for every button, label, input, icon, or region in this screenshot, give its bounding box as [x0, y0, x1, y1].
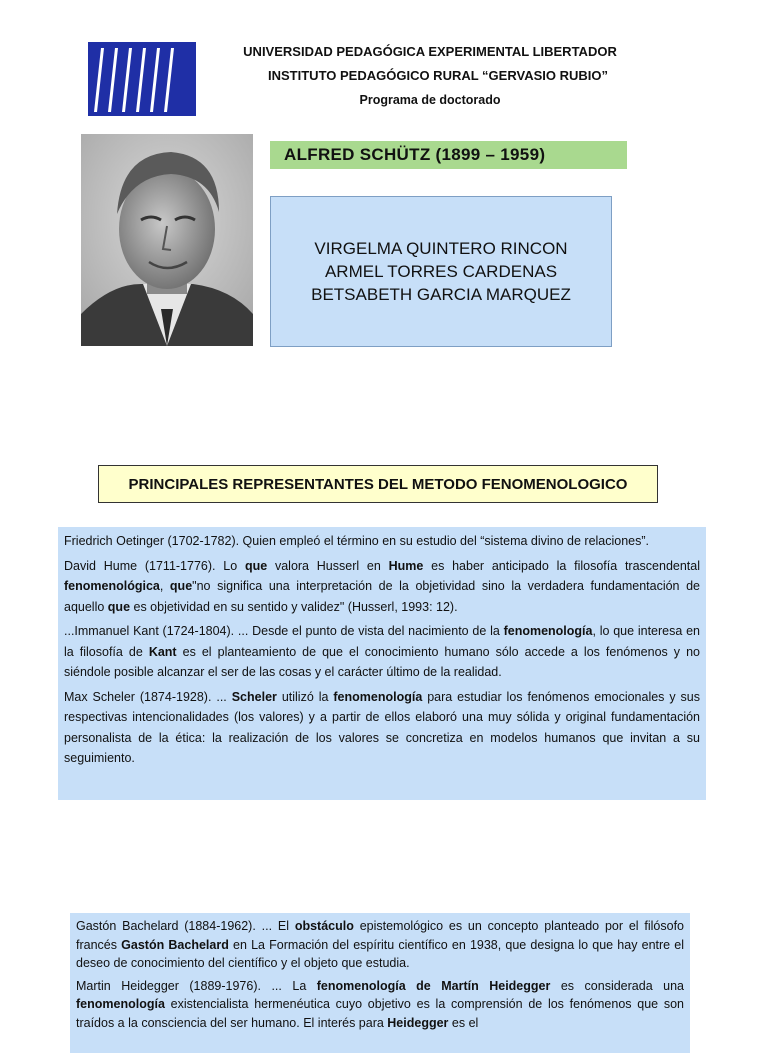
header-institute: INSTITUTO PEDAGÓGICO RURAL “GERVASIO RUBIO”: [268, 68, 608, 83]
paragraph-kant: ...Immanuel Kant (1724-1804). ... Desde el punto de vista del nacimiento de la fenomenología, lo que interesa en la filosofía de Kant es el planteamiento de que el conocimiento humano sólo accede a los fenómenos y no siéndole posible alcanzar el ser de las cosas y el carácter último de la realidad.: [64, 624, 701, 679]
portrait-photo: [81, 134, 253, 346]
author-name: ARMEL TORRES CARDENAS: [324, 262, 558, 281]
paragraph-oetinger: Friedrich Oetinger (1702-1782). Quien empleó el término en su estudio del “sistema divino de relaciones”.: [64, 534, 650, 548]
paragraph-scheler: Max Scheler (1874-1928). ... Scheler utilizó la fenomenología para estudiar los fenómenos emocionales y sus respectivas intencionalidades (los valores) y a partir de ellos elaboró una muy sólida y original fundamentación personalista de la ética: la realización de los valores se concretiza en modelos humanos que invitan a su seguimiento.: [64, 689, 700, 765]
representatives-text-block-2: [70, 913, 690, 1053]
representatives-text-block: [58, 527, 706, 800]
university-logo: [88, 42, 198, 116]
person-title: ALFRED SCHÜTZ (1899 – 1959): [270, 141, 627, 169]
authors-box: [270, 196, 612, 347]
header-program: Programa de doctorado: [359, 93, 501, 107]
paragraph-bachelard: Gastón Bachelard (1884-1962). ... El obstáculo epistemológico es un concepto planteado por el filósofo francés Gastón Bachelard en La Formación del espíritu científico en 1938, que designa lo que hay entre el deseo de conocimiento del científico y el objeto que estudia.: [76, 919, 684, 970]
paragraph-heidegger: Martin Heidegger (1889-1976). ... La fenomenología de Martín Heidegger es considerada una fenomenología existencialista hermenéutica cuyo objetivo es la comprensión de los fenómenos que son traídos a la consciencia del ser humano. El interés para Heidegger es el: [76, 978, 684, 1030]
section-title: PRINCIPALES REPRESENTANTES DEL METODO FENOMENOLOGICO: [98, 465, 658, 503]
author-name: BETSABETH GARCIA MARQUEZ: [311, 285, 571, 304]
paragraph-hume: David Hume (1711-1776). Lo que valora Husserl en Hume es haber anticipado la filosofía trascendental fenomenológica, que"no significa una interpretación de la objetividad sino la verdadera fundamentación de aquello que es objetividad en su sentido y validez" (Husserl, 1993: 12).: [64, 558, 701, 614]
header-university: UNIVERSIDAD PEDAGÓGICA EXPERIMENTAL LIBERTADOR: [243, 44, 617, 59]
author-name: VIRGELMA QUINTERO RINCON: [314, 239, 568, 258]
